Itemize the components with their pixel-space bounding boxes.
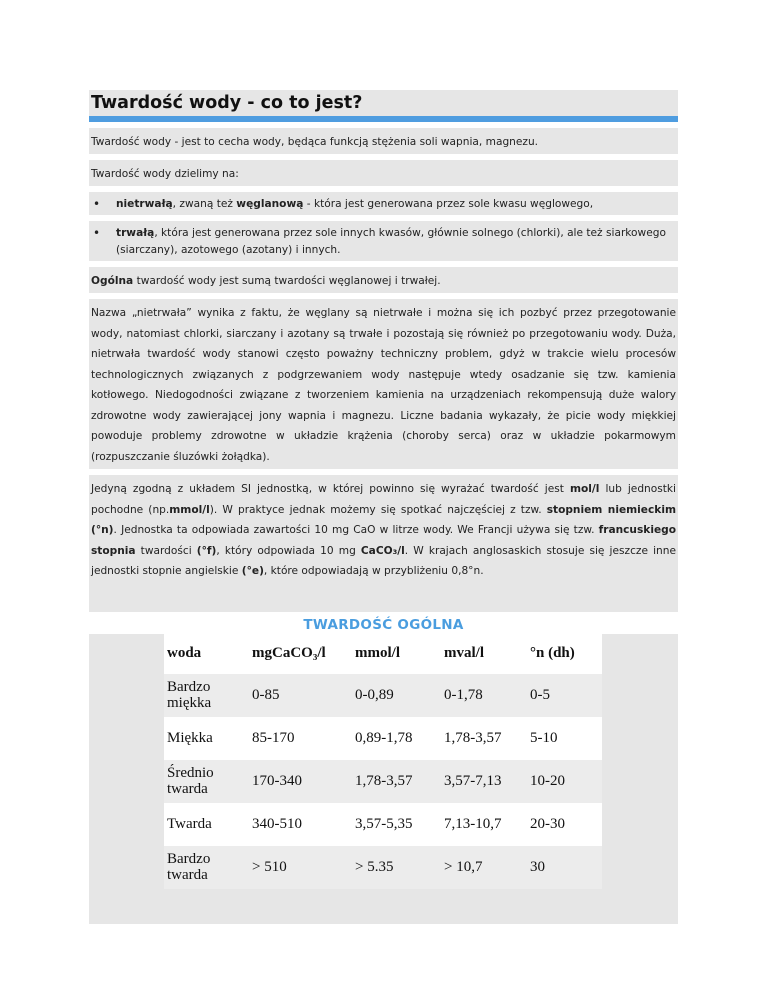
page-title: Twardość wody - co to jest? <box>89 90 678 116</box>
term-bold: węglanową <box>236 198 304 210</box>
table-cell: 30 <box>527 846 602 889</box>
table-cell: 0-0,89 <box>352 674 441 717</box>
unit-bold: francuskiego stopnia <box>91 524 676 557</box>
units-paragraph <box>89 475 678 584</box>
paragraph-text: , który odpowiada 10 mg <box>216 544 361 557</box>
general-hardness-paragraph <box>89 267 678 293</box>
table-header-row <box>164 634 602 674</box>
list-item-trwala <box>89 221 678 261</box>
table-row <box>164 674 602 717</box>
term-bold: trwałą <box>116 227 155 239</box>
header-woda: woda <box>167 645 202 661</box>
table-row <box>164 803 602 846</box>
table-cell: 10-20 <box>527 760 602 803</box>
unit-bold: CaCO₃/l <box>360 544 405 557</box>
table-cell: 0-1,78 <box>441 674 527 717</box>
table-cell: 0,89-1,78 <box>355 730 413 746</box>
table-cell: 20-30 <box>530 816 565 832</box>
table-cell: 3,57-5,35 <box>355 816 413 832</box>
document-body <box>89 90 678 924</box>
table-row <box>164 846 602 889</box>
bottom-shaded-block <box>89 889 678 924</box>
table-cell: 170-340 <box>249 760 352 803</box>
unit-bold: (°e) <box>241 565 264 577</box>
list-item-nietrwala <box>89 192 678 215</box>
paragraph-text: twardość wody jest sumą twardości węglanowej i trwałej. <box>133 275 441 287</box>
bullet-icon: • <box>93 226 101 240</box>
table-cell: Miękka <box>167 730 213 746</box>
header-mval: mval/l <box>444 645 484 661</box>
term-bold: nietrwałą <box>116 198 173 210</box>
unit-bold: mol/l <box>569 483 600 495</box>
paragraph-text: twardości <box>135 544 197 557</box>
paragraph-text: lub jednostki pochodne (np. <box>91 483 676 516</box>
table-cell: > 510 <box>249 846 352 889</box>
table-cell: Średnio twarda <box>164 760 249 803</box>
hardness-table-section <box>89 612 678 924</box>
bullet-icon: • <box>93 197 101 211</box>
paragraph-text: ). W praktyce jednak możemy się spotkać najczęściej z tzw. <box>209 503 547 516</box>
table-cell: Twarda <box>167 816 212 832</box>
table-title: TWARDOŚĆ OGÓLNA <box>89 612 678 634</box>
paragraph-text: . Jednostka ta odpowiada zawartości 10 mg CaO w litrze wody. We Francji używa się tzw. <box>113 524 599 536</box>
table-cell: > 10,7 <box>441 846 527 889</box>
table-cell: 340-510 <box>252 816 302 832</box>
table-cell: 85-170 <box>252 730 295 746</box>
spacer <box>89 584 678 612</box>
paragraph-text: Jedyną zgodną z układem SI jednostką, w której powinno się wyrażać twardość jest <box>91 483 570 495</box>
term-bold: Ogólna <box>91 275 134 287</box>
table-cell: Bardzo twarda <box>164 846 249 889</box>
list-text: - która jest generowana przez sole kwasu węglowego, <box>303 198 594 210</box>
table-cell: 1,78-3,57 <box>444 730 502 746</box>
table-cell: 0-85 <box>249 674 352 717</box>
table-cell: > 5.35 <box>352 846 441 889</box>
title-underline <box>89 116 678 122</box>
unit-bold: stopniem niemieckim (°n) <box>91 503 676 536</box>
paragraph-text: , które odpowiadają w przybliżeniu 0,8°n. <box>263 565 484 577</box>
table-cell: 3,57-7,13 <box>441 760 527 803</box>
header-dh: °n (dh) <box>530 645 575 661</box>
division-paragraph: Twardość wody dzielimy na: <box>89 160 678 186</box>
table-row <box>164 717 602 760</box>
intro-paragraph: Twardość wody - jest to cecha wody, będąca funkcją stężenia soli wapnia, magnezu. <box>89 128 678 154</box>
list-text: , która jest generowana przez sole innych kwasów, głównie solnego (chlorki), ale też siarkowego (siarczany), azotowego (azotany) i innych. <box>116 227 666 256</box>
header-mgcaco3: mgCaCO₃/l <box>252 645 326 661</box>
paragraph-text: . W krajach anglosaskich stosuje się jeszcze inne jednostki stopnie angielskie <box>91 544 676 577</box>
table-row <box>164 760 602 803</box>
table-cell: 1,78-3,57 <box>352 760 441 803</box>
hardness-table <box>164 634 602 889</box>
unit-bold: (°f) <box>196 544 217 557</box>
table-cell: Bardzo miękka <box>164 674 249 717</box>
table-cell: 5-10 <box>530 730 558 746</box>
list-text: , zwaną też <box>172 198 237 210</box>
unit-bold: mmol/l <box>169 503 210 516</box>
table-cell: 0-5 <box>527 674 602 717</box>
explanation-paragraph: Nazwa „nietrwała” wynika z faktu, że węglany są nietrwałe i można się ich pozbyć przez przegotowanie wody, natomiast chlorki, siarczany i azotany są trwałe i pozostają się również po przegotowaniu wody. Duża, nietrwała twardość wody stanowi często poważny techniczny problem, gdyż w trakcie wielu procesów technologicznych związanych z podgrzewaniem wody następuje wtedy osadzanie się tzw. kamienia kotłowego. Niedogodności związane z tworzeniem kamienia na urządzeniach rekompensują duże walory zdrowotne wody zawierającej jony wapnia i magnezu. Liczne badania wykazały, że picie wody miękkiej powoduje problemy zdrowotne w układzie krążenia (choroby serca) oraz w układzie pokarmowym (rozpuszczanie śluzówki żołądka). <box>89 299 678 469</box>
table-cell: 7,13-10,7 <box>444 816 502 832</box>
header-mmol: mmol/l <box>355 645 400 661</box>
